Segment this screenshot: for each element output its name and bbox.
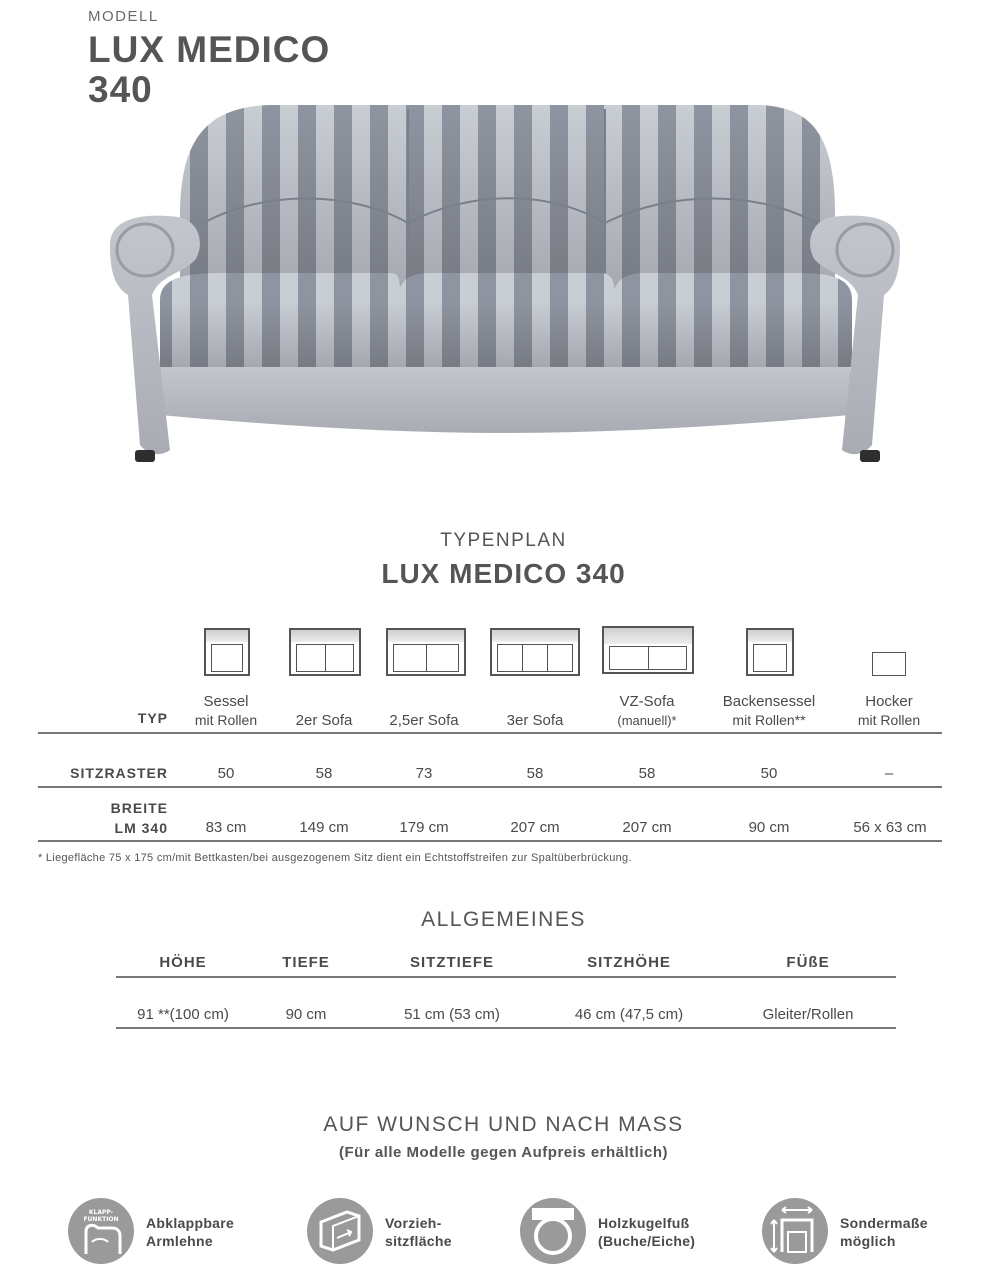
type-name (597, 692, 697, 730)
sitzraster-value: 73 (415, 765, 433, 782)
row-label-typ: TYP (137, 710, 168, 726)
table-divider (38, 786, 942, 788)
gen-header: HÖHE (159, 954, 207, 971)
model-title-line-2: 340 (88, 69, 153, 110)
sitzraster-value: 58 (315, 765, 333, 782)
feature-wooden-ball-foot (520, 1198, 720, 1268)
modell-label: MODELL (88, 8, 159, 25)
gen-header: FÜßE (786, 954, 830, 971)
type-name-line-1 (485, 692, 585, 711)
wooden-ball-foot-icon (520, 1198, 586, 1264)
custom-size-icon (762, 1198, 828, 1264)
type-name (374, 692, 474, 730)
breite-value: 207 cm (622, 819, 672, 836)
breite-value: 56 x 63 cm (853, 819, 927, 836)
feature-label: Abklappbare Armlehne (146, 1215, 235, 1249)
sitzraster-value: 58 (638, 765, 656, 782)
type-name-line-1 (374, 692, 474, 711)
type-name (274, 692, 374, 730)
type-name-line-2: 2,5er Sofa (389, 712, 459, 729)
type-name-line-2: mit Rollen** (732, 712, 806, 728)
gen-header: SITZHÖHE (587, 954, 671, 971)
table-divider (38, 840, 942, 842)
breite-value: 83 cm (205, 819, 247, 836)
type-name-line-1: Hocker (865, 693, 913, 710)
options-subtitle: (Für alle Modelle gegen Aufpreis erhältlich) (339, 1144, 668, 1161)
sofa-product-image (100, 95, 910, 475)
sitzraster-value: – (884, 765, 894, 782)
type-name-line-1: VZ-Sofa (619, 693, 675, 710)
type-name-line-1 (274, 692, 374, 711)
klappfunktion-icon-text-2: FUNKTION (83, 1216, 119, 1223)
pull-out-seat-icon (307, 1198, 373, 1264)
typenplan-label: TYPENPLAN (440, 530, 567, 551)
breite-value: 149 cm (299, 819, 349, 836)
type-name (485, 692, 585, 730)
sofa-25-icon (386, 628, 466, 676)
type-name (176, 692, 276, 730)
typenplan-title: LUX MEDICO 340 (381, 558, 626, 589)
options-title: AUF WUNSCH UND NACH MASS (323, 1113, 684, 1136)
type-name (839, 692, 939, 730)
gen-value: 91 **(100 cm) (137, 1006, 229, 1023)
types-table (38, 688, 942, 848)
row-label-breite (38, 798, 168, 838)
vz-sofa-icon (602, 626, 694, 674)
feature-custom-size (762, 1198, 962, 1268)
feature-label: Holzkugelfuß (Buche/Eiche) (598, 1215, 696, 1249)
feature-label: Vorzieh- sitzfläche (385, 1215, 452, 1249)
row-label-breite-line-2: LM 340 (114, 820, 168, 836)
type-name-line-1: Sessel (203, 693, 249, 710)
sitzraster-value: 50 (760, 765, 778, 782)
row-label-breite-line-1: BREITE (110, 800, 168, 816)
type-name-line-2: mit Rollen (194, 712, 258, 728)
allgemeines-title: ALLGEMEINES (421, 908, 586, 931)
type-name-line-2: mit Rollen (857, 712, 921, 728)
table-divider (116, 976, 896, 978)
table-divider (116, 1027, 896, 1029)
type-name (704, 692, 834, 730)
stool-icon (872, 652, 906, 676)
gen-value: Gleiter/Rollen (762, 1006, 854, 1023)
breite-value: 207 cm (510, 819, 560, 836)
type-icons-row (0, 626, 1007, 676)
type-name-line-1: Backensessel (722, 693, 816, 710)
breite-value: 90 cm (748, 819, 790, 836)
feature-label: Sondermaße möglich (840, 1215, 928, 1249)
model-title-line-1: LUX MEDICO (88, 29, 331, 70)
fold-armrest-icon (68, 1198, 134, 1264)
wing-chair-icon (746, 628, 794, 676)
table-divider (38, 732, 942, 734)
gen-value: 46 cm (47,5 cm) (574, 1006, 684, 1023)
sitzraster-value: 58 (526, 765, 544, 782)
gen-header: SITZTIEFE (410, 954, 494, 971)
gen-header: TIEFE (282, 954, 330, 971)
feature-pull-out-seat (307, 1198, 507, 1268)
feature-fold-armrest (68, 1198, 268, 1268)
type-name-line-2: 2er Sofa (295, 712, 353, 729)
breite-value: 179 cm (399, 819, 449, 836)
gen-value: 51 cm (53 cm) (404, 1006, 500, 1023)
type-name-line-2: (manuell)* (617, 713, 677, 728)
klappfunktion-icon-text-1: KLAPP- (88, 1209, 114, 1216)
armchair-icon (204, 628, 250, 676)
footnote: * Liegefläche 75 x 175 cm/mit Bettkasten/bei ausgezogenem Sitz dient ein Echtstoffstreifen zur Spaltüberbrückung. (38, 852, 632, 864)
sitzraster-value: 50 (217, 765, 235, 782)
sofa-2-icon (289, 628, 361, 676)
row-label-sitzraster: SITZRASTER (70, 765, 168, 781)
type-name-line-2: 3er Sofa (506, 712, 564, 729)
sofa-3-icon (490, 628, 580, 676)
gen-value: 90 cm (285, 1006, 327, 1023)
